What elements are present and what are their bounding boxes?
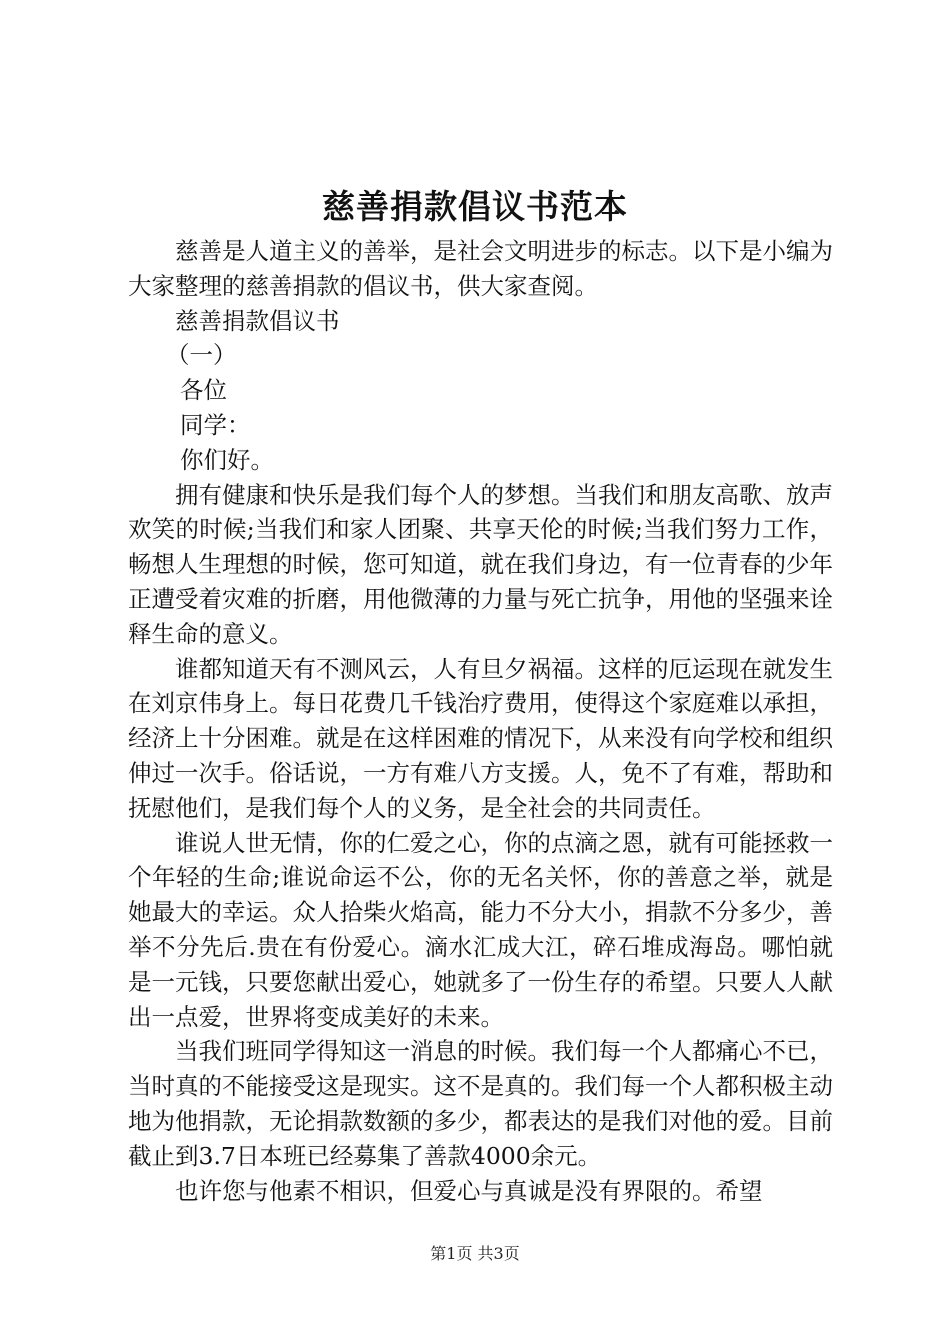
greeting-line: 你们好。 (180, 445, 274, 474)
salutation-line-2: 同学： (180, 410, 251, 439)
document-title: 慈善捐款倡议书范本 (322, 187, 628, 226)
section-heading: 慈善捐款倡议书 (175, 306, 340, 335)
page-footer: 第1页 共3页 (430, 1244, 520, 1263)
body-paragraph: 也许您与他素不相识，但爱心与真诚是没有界限的。希望 (175, 1176, 763, 1205)
body-paragraph: 当我们班同学得知这一消息的时候。我们每一个人都痛心不已，当时真的不能接受这是现实。这不是真的。我们每一个人都积极主动地为他捐款，无论捐款数额的多少，都表达的是我们对他的爱。目前截止到3.7日本班已经募集了善款4000余元。 (128, 1037, 833, 1170)
body-paragraph: 拥有健康和快乐是我们每个人的梦想。当我们和朋友高歌、放声欢笑的时候;当我们和家人团聚、共享天伦的时候;当我们努力工作，畅想人生理想的时候，您可知道，就在我们身边，有一位青春的少年正遭受着灾难的折磨，用他微薄的力量与死亡抗争，用他的坚强来诠释生命的意义。 (128, 480, 833, 648)
section-number: （一） (166, 341, 237, 370)
body-paragraph: 谁都知道天有不测风云，人有旦夕祸福。这样的厄运现在就发生在刘京伟身上。每日花费几千钱治疗费用，使得这个家庭难以承担，经济上十分困难。就是在这样困难的情况下，从来没有向学校和组织伸过一次手。俗话说，一方有难八方支援。人，免不了有难，帮助和抚慰他们，是我们每个人的义务，是全社会的共同责任。 (128, 654, 833, 822)
salutation-line-1: 各位 (180, 376, 227, 405)
document-body (128, 234, 833, 1208)
intro-paragraph: 慈善是人道主义的善举，是社会文明进步的标志。以下是小编为大家整理的慈善捐款的倡议书，供大家查阅。 (128, 237, 833, 300)
body-paragraph: 谁说人世无情，你的仁爱之心，你的点滴之恩，就有可能拯救一个年轻的生命;谁说命运不公，你的无名关怀，你的善意之举，就是她最大的幸运。众人拾柴火焰高，能力不分大小，捐款不分多少，善举不分先后.贵在有份爱心。滴水汇成大江，碎石堆成海岛。哪怕就是一元钱，只要您献出爱心，她就多了一份生存的希望。只要人人献出一点爱，世界将变成美好的未来。 (128, 828, 833, 1031)
